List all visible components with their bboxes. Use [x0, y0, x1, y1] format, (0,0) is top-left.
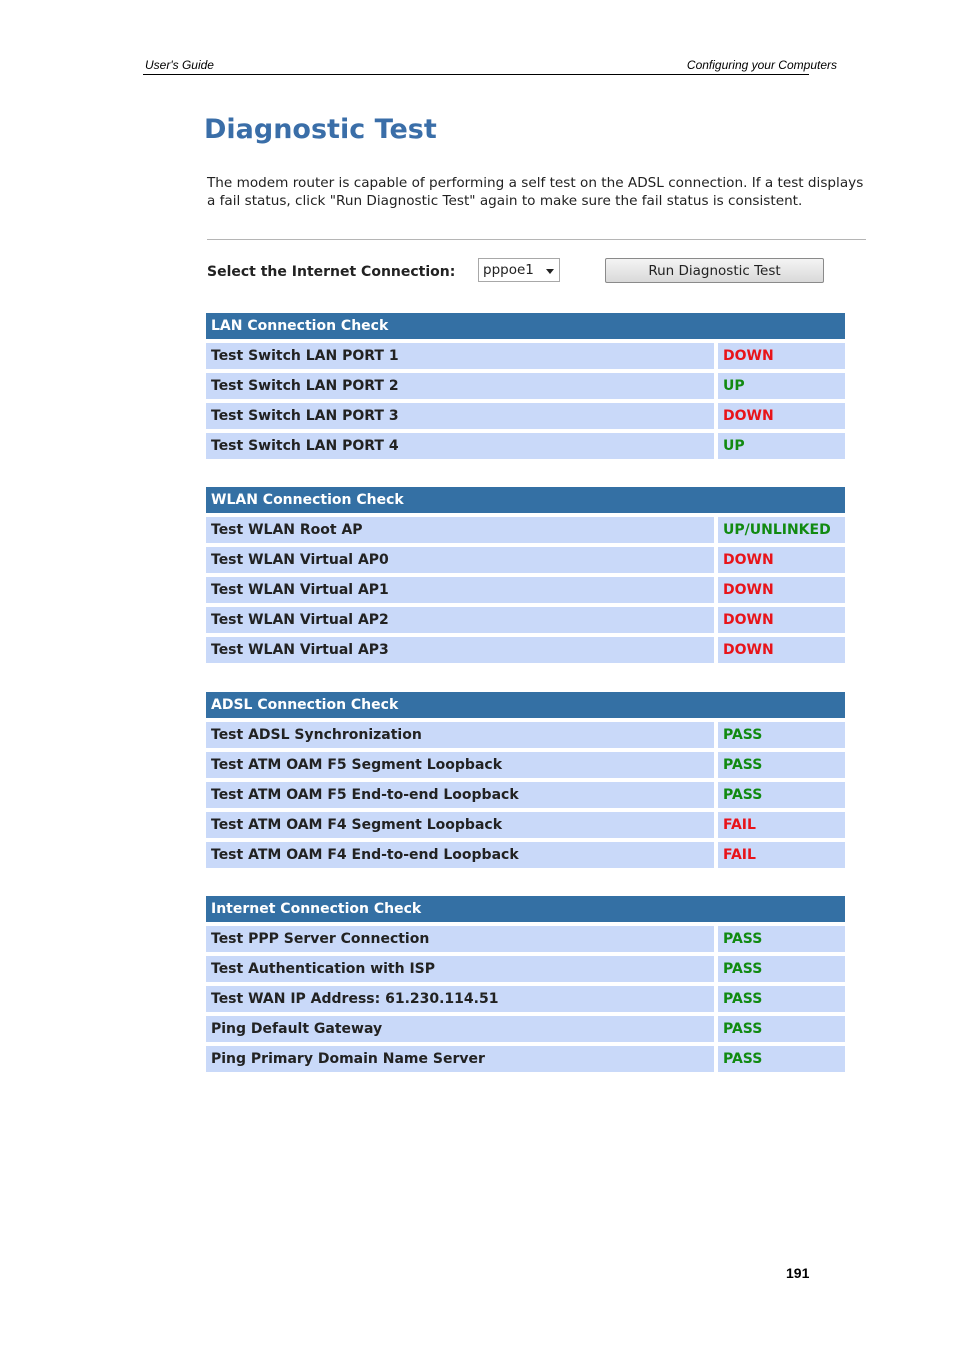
test-status: UP/UNLINKED [714, 517, 845, 547]
test-status: DOWN [714, 637, 845, 663]
lan-connection-check-table [206, 313, 845, 459]
header-divider [143, 74, 809, 75]
dropdown-arrow-icon [546, 269, 554, 274]
test-status: PASS [714, 1016, 845, 1046]
test-name: Test WLAN Virtual AP1 [206, 577, 714, 607]
test-name: Test ATM OAM F5 End-to-end Loopback [206, 782, 714, 812]
table-row [206, 986, 845, 1016]
test-status: PASS [714, 722, 845, 752]
table-row [206, 343, 845, 373]
connection-select-label: Select the Internet Connection: [207, 264, 456, 280]
test-status: DOWN [714, 547, 845, 577]
test-name: Test WLAN Virtual AP2 [206, 607, 714, 637]
table-row [206, 722, 845, 752]
test-status: DOWN [714, 403, 845, 433]
table-row [206, 547, 845, 577]
table-row [206, 782, 845, 812]
test-status: UP [714, 373, 845, 403]
test-status: DOWN [714, 343, 845, 373]
test-status: FAIL [714, 842, 845, 868]
table-row [206, 373, 845, 403]
test-name: Ping Default Gateway [206, 1016, 714, 1046]
test-name: Test ATM OAM F5 Segment Loopback [206, 752, 714, 782]
table-row [206, 403, 845, 433]
table-row [206, 517, 845, 547]
header-chapter-title: Configuring your Computers [686, 58, 837, 72]
table-row [206, 752, 845, 782]
test-name: Test ATM OAM F4 End-to-end Loopback [206, 842, 714, 868]
test-name: Test Switch LAN PORT 4 [206, 433, 714, 459]
table-row [206, 1016, 845, 1046]
section-divider [207, 239, 866, 240]
test-status: PASS [714, 782, 845, 812]
run-diagnostic-test-button[interactable]: Run Diagnostic Test [605, 258, 824, 283]
test-name: Test Switch LAN PORT 3 [206, 403, 714, 433]
table-header: ADSL Connection Check [206, 692, 845, 722]
table-header: WLAN Connection Check [206, 487, 845, 517]
test-status: PASS [714, 986, 845, 1016]
table-row [206, 812, 845, 842]
page-number: 191 [786, 1265, 810, 1281]
test-status: FAIL [714, 812, 845, 842]
test-name: Test WLAN Virtual AP3 [206, 637, 714, 663]
test-status: DOWN [714, 577, 845, 607]
test-name: Test Switch LAN PORT 2 [206, 373, 714, 403]
adsl-connection-check-table [206, 692, 845, 868]
table-header: LAN Connection Check [206, 313, 845, 343]
test-name: Test Switch LAN PORT 1 [206, 343, 714, 373]
test-name: Test ADSL Synchronization [206, 722, 714, 752]
connection-select-value: pppoe1 [483, 262, 534, 278]
internet-connection-check-table [206, 896, 845, 1072]
test-name: Test ATM OAM F4 Segment Loopback [206, 812, 714, 842]
page-title: Diagnostic Test [204, 114, 437, 145]
test-status: PASS [714, 1046, 845, 1072]
wlan-connection-check-table [206, 487, 845, 663]
table-row [206, 926, 845, 956]
test-name: Test WLAN Root AP [206, 517, 714, 547]
table-row [206, 433, 845, 459]
test-name: Test Authentication with ISP [206, 956, 714, 986]
test-name: Test PPP Server Connection [206, 926, 714, 956]
test-status: DOWN [714, 607, 845, 637]
test-status: UP [714, 433, 845, 459]
test-name: Test WLAN Virtual AP0 [206, 547, 714, 577]
table-row [206, 1046, 845, 1072]
test-name: Test WAN IP Address: 61.230.114.51 [206, 986, 714, 1016]
table-row [206, 842, 845, 868]
test-name: Ping Primary Domain Name Server [206, 1046, 714, 1072]
test-status: PASS [714, 956, 845, 986]
table-row [206, 577, 845, 607]
table-header: Internet Connection Check [206, 896, 845, 926]
connection-select[interactable] [478, 258, 560, 282]
test-status: PASS [714, 752, 845, 782]
table-row [206, 607, 845, 637]
intro-text: The modem router is capable of performing a self test on the ADSL connection. If a test displays a fail status, click "Run Diagnostic Test" again to make sure the fail status is consistent. [207, 175, 864, 209]
test-status: PASS [714, 926, 845, 956]
header-guide-title: User's Guide [145, 58, 214, 72]
table-row [206, 956, 845, 986]
table-row [206, 637, 845, 663]
